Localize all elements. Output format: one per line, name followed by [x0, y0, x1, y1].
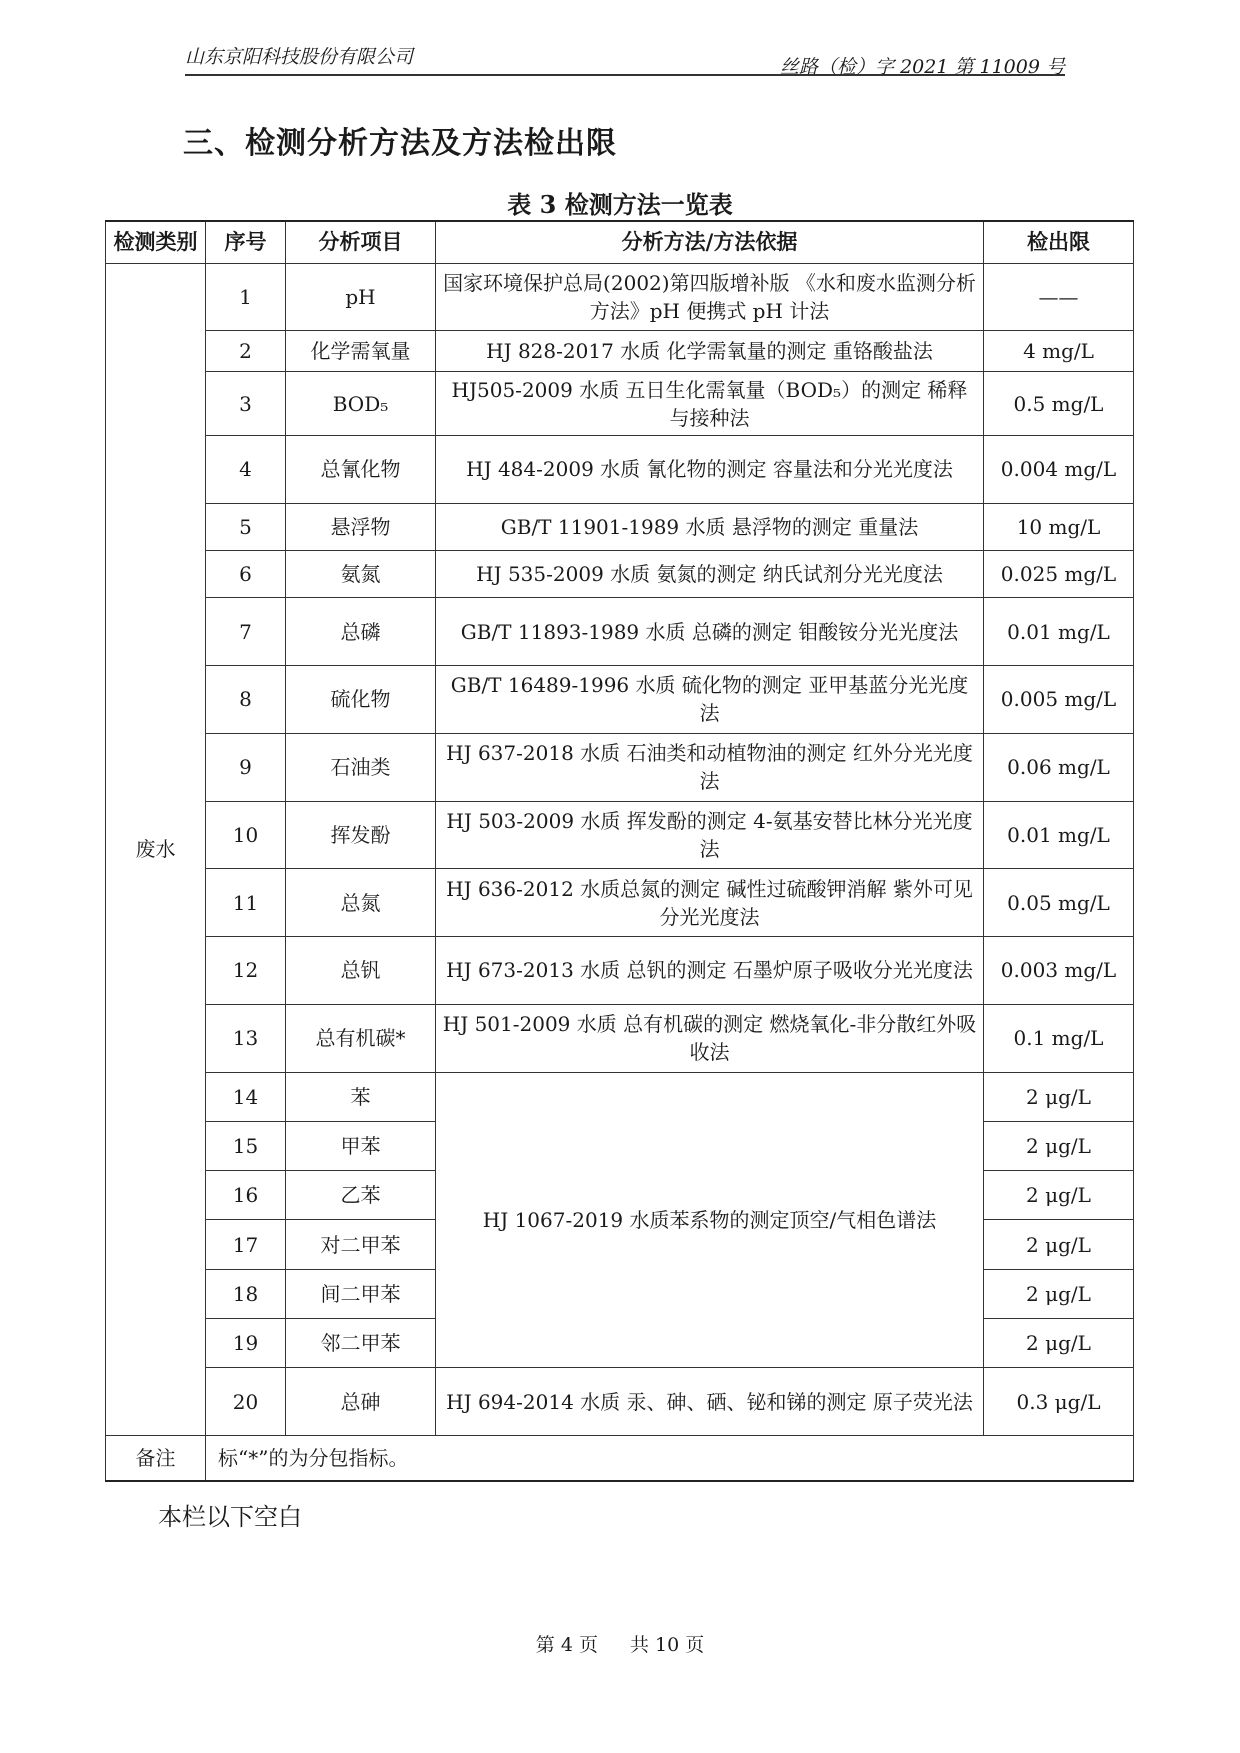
row-limit: 0.004 mg/L: [984, 436, 1134, 504]
row-no: 2: [206, 331, 286, 372]
row-method: HJ 673-2013 水质 总钒的测定 石墨炉原子吸收分光光度法: [436, 937, 984, 1005]
table-row: [106, 436, 1134, 504]
row-no: 3: [206, 372, 286, 436]
row-item: 间二甲苯: [286, 1269, 436, 1318]
report-number: 丝路（检）字 2021 第 11009 号: [780, 56, 1065, 78]
row-item: 总氮: [286, 869, 436, 937]
page-total: 共 10 页: [629, 1634, 705, 1656]
row-method: HJ 694-2014 水质 汞、砷、硒、铋和锑的测定 原子荧光法: [436, 1368, 984, 1436]
row-item: 总钒: [286, 937, 436, 1005]
row-item: 氨氮: [286, 551, 436, 598]
row-method: GB/T 11893-1989 水质 总磷的测定 钼酸铵分光光度法: [436, 598, 984, 666]
note-text: 标“*”的为分包指标。: [206, 1436, 1134, 1481]
col-header-item: 分析项目: [286, 221, 436, 263]
table-row: [106, 801, 1134, 869]
table-row: [106, 1072, 1134, 1121]
table-row: [106, 331, 1134, 372]
row-limit: 4 mg/L: [984, 331, 1134, 372]
table-row: [106, 1368, 1134, 1436]
page-header: [185, 40, 1065, 76]
col-header-limit: 检出限: [984, 221, 1134, 263]
row-no: 16: [206, 1171, 286, 1220]
table-row: [106, 937, 1134, 1005]
table-row: [106, 263, 1134, 331]
row-method: HJ 535-2009 水质 氨氮的测定 纳氏试剂分光光度法: [436, 551, 984, 598]
company-name: 山东京阳科技股份有限公司: [185, 46, 414, 68]
merged-method-cell: HJ 1067-2019 水质苯系物的测定顶空/气相色谱法: [436, 1072, 984, 1368]
row-limit: 0.025 mg/L: [984, 551, 1134, 598]
page-footer: [0, 1630, 1240, 1657]
row-no: 5: [206, 503, 286, 550]
row-item: 化学需氧量: [286, 331, 436, 372]
row-no: 19: [206, 1319, 286, 1368]
category-cell: 废水: [106, 263, 206, 1436]
table-row: [106, 1004, 1134, 1072]
row-no: 11: [206, 869, 286, 937]
row-no: 9: [206, 733, 286, 801]
row-method: HJ 503-2009 水质 挥发酚的测定 4-氨基安替比林分光光度法: [436, 801, 984, 869]
row-item: 硫化物: [286, 666, 436, 734]
row-item: 挥发酚: [286, 801, 436, 869]
table-row: [106, 598, 1134, 666]
row-item: 总磷: [286, 598, 436, 666]
row-method: HJ 637-2018 水质 石油类和动植物油的测定 红外分光光度法: [436, 733, 984, 801]
methods-table: [105, 220, 1134, 1482]
row-method: HJ 828-2017 水质 化学需氧量的测定 重铬酸盐法: [436, 331, 984, 372]
note-label: 备注: [106, 1436, 206, 1481]
row-item: 邻二甲苯: [286, 1319, 436, 1368]
row-method: HJ 501-2009 水质 总有机碳的测定 燃烧氧化-非分散红外吸收法: [436, 1004, 984, 1072]
row-no: 14: [206, 1072, 286, 1121]
row-no: 6: [206, 551, 286, 598]
row-no: 12: [206, 937, 286, 1005]
row-method: HJ505-2009 水质 五日生化需氧量（BOD₅）的测定 稀释与接种法: [436, 372, 984, 436]
row-limit: 0.3 μg/L: [984, 1368, 1134, 1436]
row-limit: 2 μg/L: [984, 1269, 1134, 1318]
table-row: [106, 733, 1134, 801]
table-caption: 表 3 检测方法一览表: [507, 190, 733, 219]
row-item: 悬浮物: [286, 503, 436, 550]
row-item: 苯: [286, 1072, 436, 1121]
note-row: [106, 1436, 1134, 1481]
row-no: 4: [206, 436, 286, 504]
table-row: [106, 666, 1134, 734]
row-item: 乙苯: [286, 1171, 436, 1220]
row-limit: 0.003 mg/L: [984, 937, 1134, 1005]
section-title: 三、检测分析方法及方法检出限: [183, 126, 617, 161]
row-no: 1: [206, 263, 286, 331]
row-method: GB/T 16489-1996 水质 硫化物的测定 亚甲基蓝分光光度法: [436, 666, 984, 734]
row-limit: 2 μg/L: [984, 1121, 1134, 1170]
row-item: pH: [286, 263, 436, 331]
table-header-row: [106, 221, 1134, 263]
row-method: GB/T 11901-1989 水质 悬浮物的测定 重量法: [436, 503, 984, 550]
row-item: 石油类: [286, 733, 436, 801]
row-method: 国家环境保护总局(2002)第四版增补版 《水和废水监测分析方法》pH 便携式 pH 计法: [436, 263, 984, 331]
row-limit: 10 mg/L: [984, 503, 1134, 550]
row-item: BOD₅: [286, 372, 436, 436]
row-limit: ——: [984, 263, 1134, 331]
row-limit: 2 μg/L: [984, 1072, 1134, 1121]
row-limit: 0.06 mg/L: [984, 733, 1134, 801]
row-item: 总氰化物: [286, 436, 436, 504]
row-no: 13: [206, 1004, 286, 1072]
row-limit: 0.005 mg/L: [984, 666, 1134, 734]
row-no: 18: [206, 1269, 286, 1318]
page-number: 第 4 页: [535, 1634, 598, 1656]
table-row: [106, 869, 1134, 937]
row-no: 17: [206, 1220, 286, 1269]
row-item: 对二甲苯: [286, 1220, 436, 1269]
col-header-method: 分析方法/方法依据: [436, 221, 984, 263]
row-no: 10: [206, 801, 286, 869]
row-limit: 0.1 mg/L: [984, 1004, 1134, 1072]
row-method: HJ 636-2012 水质总氮的测定 碱性过硫酸钾消解 紫外可见分光光度法: [436, 869, 984, 937]
row-limit: 2 μg/L: [984, 1171, 1134, 1220]
row-method: HJ 484-2009 水质 氰化物的测定 容量法和分光光度法: [436, 436, 984, 504]
row-limit: 0.01 mg/L: [984, 598, 1134, 666]
row-no: 20: [206, 1368, 286, 1436]
row-no: 8: [206, 666, 286, 734]
table-row: [106, 372, 1134, 436]
row-item: 总砷: [286, 1368, 436, 1436]
col-header-category: 检测类别: [106, 221, 206, 263]
table-row: [106, 503, 1134, 550]
col-header-no: 序号: [206, 221, 286, 263]
row-no: 7: [206, 598, 286, 666]
row-limit: 0.05 mg/L: [984, 869, 1134, 937]
row-limit: 2 μg/L: [984, 1319, 1134, 1368]
row-limit: 0.5 mg/L: [984, 372, 1134, 436]
table-row: [106, 551, 1134, 598]
row-no: 15: [206, 1121, 286, 1170]
row-limit: 2 μg/L: [984, 1220, 1134, 1269]
row-item: 甲苯: [286, 1121, 436, 1170]
row-limit: 0.01 mg/L: [984, 801, 1134, 869]
blank-below-note: 本栏以下空白: [158, 1503, 302, 1531]
row-item: 总有机碳*: [286, 1004, 436, 1072]
